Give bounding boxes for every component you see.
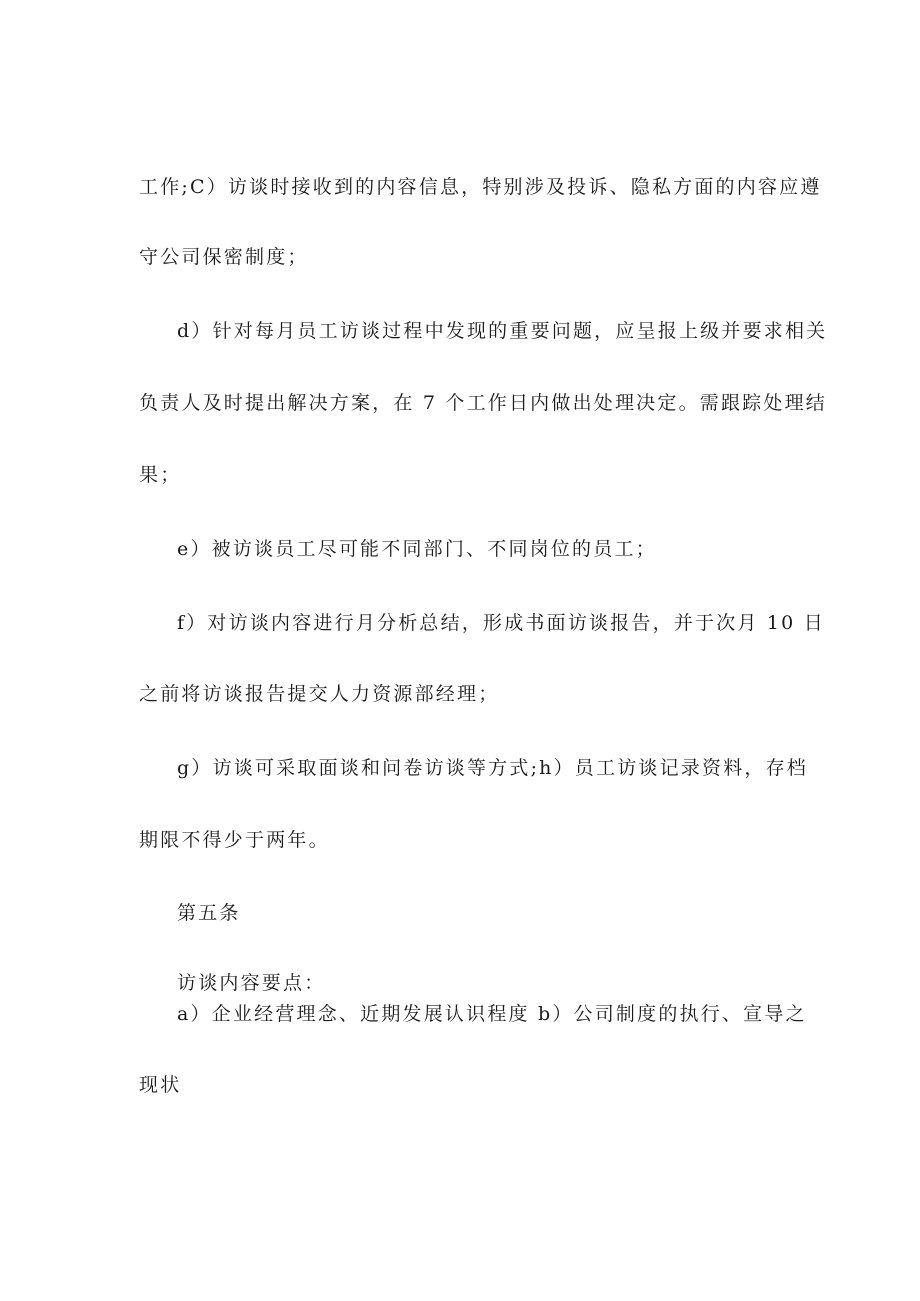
paragraph-line-c-continuation: 工作;C）访谈时接收到的内容信息，特别涉及投诉、隐私方面的内容应遵 — [139, 176, 822, 198]
section-label: 访谈内容要点： — [177, 972, 326, 994]
paragraph-line-d-start: d）针对每月员工访谈过程中发现的重要问题，应呈报上级并要求相关 — [177, 320, 828, 342]
paragraph-line-h-end: 期限不得少于两年。 — [139, 829, 330, 851]
paragraph-line-c-end: 守公司保密制度； — [139, 246, 309, 268]
paragraph-line-f-start: f）对访谈内容进行月分析总结，形成书面访谈报告，并于次月 10 日 — [177, 612, 825, 634]
paragraph-line-a-start: a）企业经营理念、近期发展认识程度 b）公司制度的执行、宣导之 — [177, 1003, 807, 1025]
paragraph-line-d-end: 果； — [139, 464, 182, 486]
paragraph-line-d-middle: 负责人及时提出解决方案，在 7 个工作日内做出处理决定。需跟踪处理结 — [139, 392, 827, 414]
paragraph-line-f-end: 之前将访谈报告提交人力资源部经理； — [139, 683, 500, 705]
paragraph-line-b-end: 现状 — [139, 1074, 182, 1096]
paragraph-line-g-start: g）访谈可采取面谈和问卷访谈等方式;h）员工访谈记录资料，存档 — [177, 757, 809, 779]
article-heading: 第五条 — [177, 902, 241, 924]
paragraph-line-e: e）被访谈员工尽可能不同部门、不同岗位的员工； — [177, 538, 657, 560]
